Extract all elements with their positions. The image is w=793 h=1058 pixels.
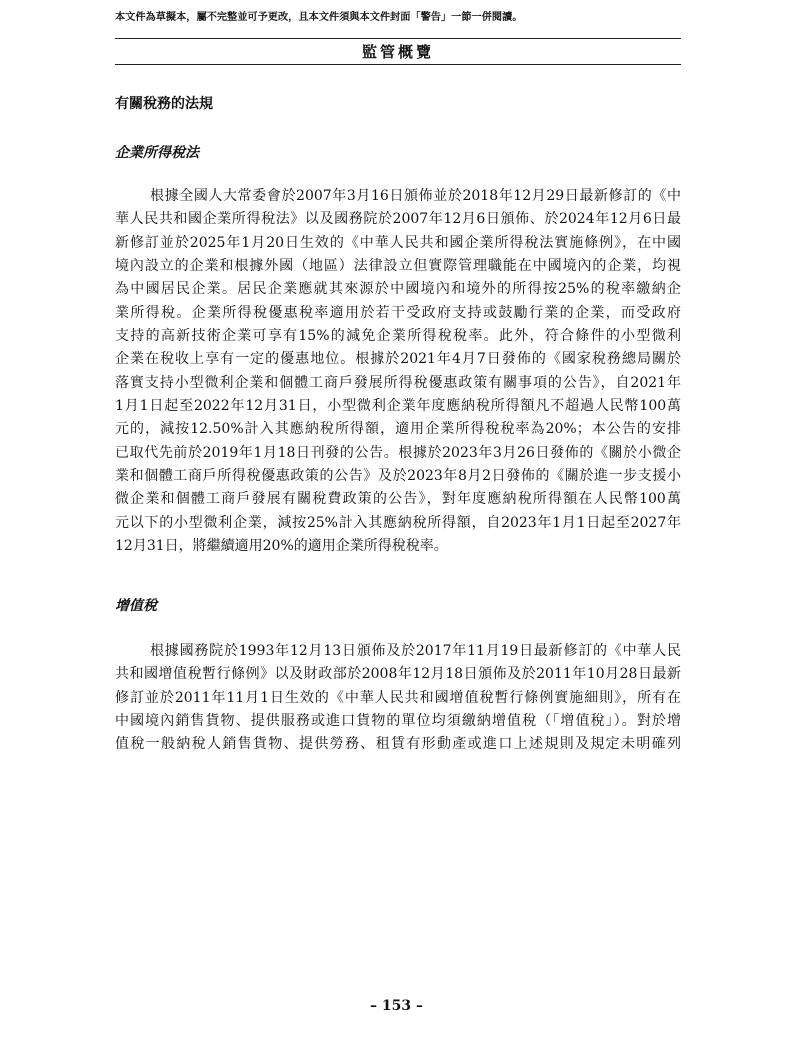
paragraph-line: 為中國居民企業。居民企業應就其來源於中國境內和境外的所得按25%的稅率繳納企 xyxy=(115,281,681,298)
paragraph-line: 根據全國人大常委會於2007年3月16日頒佈並於2018年12月29日最新修訂的《中 xyxy=(150,188,681,204)
paragraph-line: 新修訂並於2025年1月20日生效的《中華人民共和國企業所得稅法實施條例》，在中國 xyxy=(115,234,681,251)
paragraph-line: 共和國增值稅暫行條例》以及財政部於2008年12月18日頒佈及於2011年10月28日最新 xyxy=(115,666,681,683)
title-rule xyxy=(115,64,681,65)
main-heading: 有關稅務的法規 xyxy=(115,96,213,112)
paragraph-line: 已取代先前於2019年1月18日刊發的公告。根據於2023年3月26日發佈的《關於小微企 xyxy=(115,444,681,461)
paragraph-line: 微企業和個體工商戶發展有關稅費政策的公告》，對年度應納稅所得額在人民幣100萬 xyxy=(115,491,681,508)
paragraph-line: 華人民共和國企業所得稅法》以及國務院於2007年12月6日頒佈、於2024年12月6日最 xyxy=(115,211,681,228)
paragraph-line: 落實支持小型微利企業和個體工商戶發展所得稅優惠政策有關事項的公告》，自2021年 xyxy=(115,374,681,391)
paragraph-line: 中國境內銷售貨物、提供服務或進口貨物的單位均須繳納增值稅（「增值稅」）。對於增 xyxy=(115,713,681,730)
paragraph-line: 元的，減按12.50%計入其應納稅所得額，適用企業所得稅稅率為20%；本公告的安排 xyxy=(115,421,681,438)
vat-paragraph xyxy=(115,640,681,757)
vat-heading: 增值稅 xyxy=(115,598,157,614)
paragraph-line: 1月1日起至2022年12月31日，小型微利企業年度應納稅所得額凡不超過人民幣100萬 xyxy=(115,398,681,415)
paragraph-line: 根據國務院於1993年12月13日頒佈及於2017年11月19日最新修訂的《中華人民 xyxy=(150,643,681,659)
section-title: 監管概覽 xyxy=(361,43,434,61)
paragraph-line: 境內設立的企業和根據外國（地區）法律設立但實際管理職能在中國境內的企業，均視 xyxy=(115,258,681,275)
header-rule xyxy=(115,38,681,39)
paragraph-line: 企業在稅收上享有一定的優惠地位。根據於2021年4月7日發佈的《國家稅務總局關於 xyxy=(115,351,681,368)
paragraph-line: 元以下的小型微利企業，減按25%計入其應納稅所得額，自2023年1月1日起至2027年 xyxy=(115,514,681,531)
eit-law-paragraph xyxy=(115,185,681,559)
draft-disclaimer: 本文件為草擬本，屬不完整並可予更改，且本文件須與本文件封面「警告」一節一併閱讀。 xyxy=(115,12,523,23)
paragraph-line: 值稅一般納稅人銷售貨物、提供勞務、租賃有形動產或進口上述規則及規定未明確列 xyxy=(115,736,681,753)
paragraph-line: 業所得稅。企業所得稅優惠稅率適用於若干受政府支持或鼓勵行業的企業，而受政府 xyxy=(115,304,681,321)
page-number: – 153 – xyxy=(370,998,423,1014)
paragraph-line: 12月31日，將繼續適用20%的適用企業所得稅稅率。 xyxy=(115,538,448,555)
paragraph-line: 修訂並於2011年11月1日生效的《中華人民共和國增值稅暫行條例實施細則》，所有在 xyxy=(115,689,681,706)
paragraph-line: 業和個體工商戶所得稅優惠政策的公告》及於2023年8月2日發佈的《關於進一步支援小 xyxy=(115,468,681,485)
paragraph-line: 支持的高新技術企業可享有15%的減免企業所得稅稅率。此外，符合條件的小型微利 xyxy=(115,328,681,345)
eit-law-heading: 企業所得稅法 xyxy=(115,145,199,161)
